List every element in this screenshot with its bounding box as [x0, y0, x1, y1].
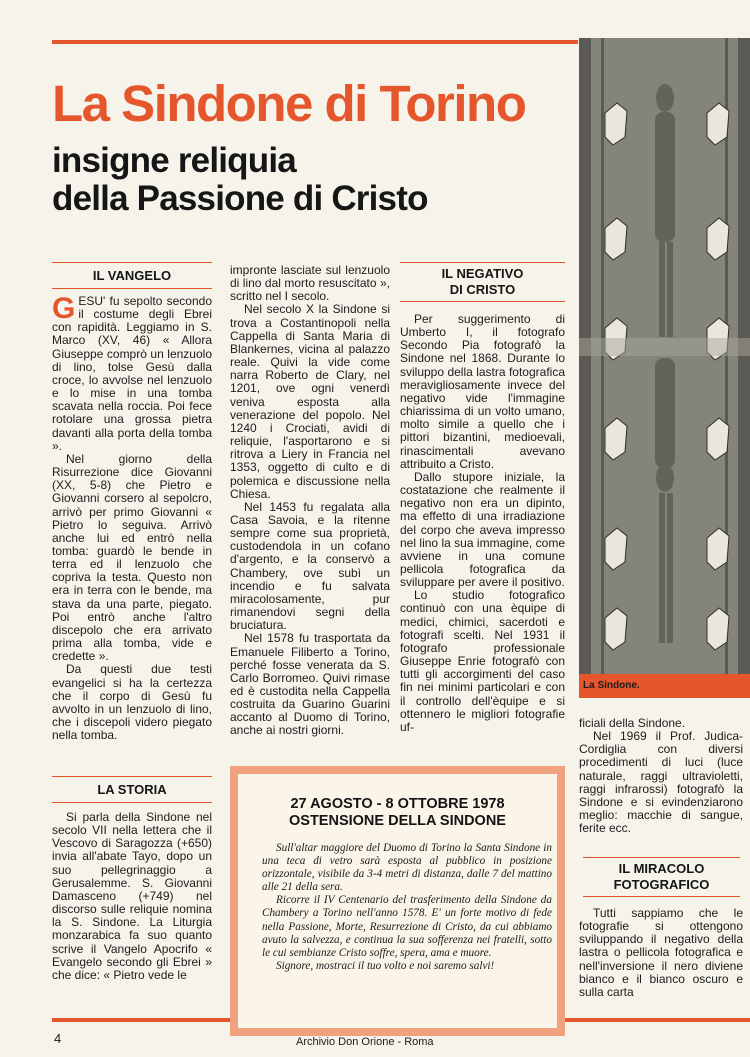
section-heading-negativo [400, 262, 565, 302]
box-paragraph-2: Ricorre il IV Centenario del trasferimento della Sindone da Chambery a Torino nell'anno 1578. E' un forte motivo di fede nella Passione, Morte, Resurrezione di Cristo, da cui abbiamo avuto la salvezza, e continua la sua sofferenza nei fratelli, sotto le cui sembianze Cristo soffre, spera, ama e muore. [262, 894, 552, 959]
col2-paragraph-1: impronte lasciate sul lenzuolo di lino dal morto resuscitato », scritto nel I secolo. [230, 263, 390, 304]
top-rule [52, 40, 578, 44]
negativo-paragraph-2: Dallo stupore iniziale, la costatazione che realmente il negativo non era un dipinto, ma effetto di una irradiazione del corpo che aveva impresso nel lino la sua immagine, come avviene in una comune pellicola fotografica da sviluppare per avere il positivo. [400, 469, 565, 590]
subtitle-line-1: insigne reliquia [52, 141, 296, 180]
page-number: 4 [54, 1031, 62, 1046]
miracolo-paragraph-1: Tutti sappiamo che le fotografie si ottengono sviluppando il negativo della lastra o pellicola fotografica e nell'inversione il nero diviene bianco e il bianco oscuro e sulla carta [579, 906, 743, 999]
heading-negativo-line-2: DI CRISTO [449, 282, 516, 297]
vangelo-paragraph-2: Nel giorno della Risurrezione dice Giovanni (XX, 5-8) che Pietro e Giovanni corsero al sepolcro, arrivò per primo Giovanni « Pietro lo seguiva. Arrivò anche lui ed entrò nella tomba: guardò le bende in terra ed il lenzuolo che copriva la testa. Questo non era in terra con le bende, ma stava da una parte, piegato. Poi entrò anche l'altro discepolo che era arrivato prima alla tomba, vide e credette ». [52, 451, 212, 664]
heading-vangelo-text: IL VANGELO [92, 268, 172, 283]
negativo-text [400, 313, 565, 734]
box-text [262, 842, 552, 973]
col2-paragraph-4: Nel 1578 fu trasportata da Emanuele Filiberto a Torino, perché fosse venerata da S. Carlo Borromeo. Quivi rimase ed è custodita nella Cappella costruita da Guarino Guarini accanto al Duomo di Torino, anche ai nostri giorni. [230, 631, 390, 738]
miracolo-text [579, 907, 743, 999]
page-subtitle [52, 142, 428, 218]
heading-negativo-line-1: IL NEGATIVO [441, 266, 524, 281]
col2-paragraph-2: Nel secolo X la Sindone si trova a Costantinopoli nella Cappella di Santa Maria di Blankernes, vicina al palazzo reale. Quivi la vide come narra Roberto de Clary, nel 1201, ove ogni venerdì veniva esposta alla venerazione del popolo. Nel 1240 i Crociati, avidi di reliquie, l'asportarono e si ritrova a Liery in Francia nel 1353, oggetto di culto e di polemica e discussione nella Chiesa. [230, 302, 390, 501]
col4-paragraph-2: Nel 1969 il Prof. Judica-Cordiglia con diversi procedimenti di luci (luce naturale, raggi ultravioletti, raggi infrarossi) fotografò la Sindone e si evindenziarono meglio: macchie di sangue, ferite ecc. [579, 729, 743, 836]
col2-paragraph-3: Nel 1453 fu regalata alla Casa Savoia, e la ritenne sempre come sua proprietà, custodendola in un cofano d'argento, e la conservò a Chambery, ove subì un incendio e fu salvata miracolosamente, pur rimanendovi segni della bruciatura. [230, 499, 390, 633]
vangelo-text [52, 292, 212, 743]
section-heading-vangelo [52, 262, 212, 289]
photo-caption: La Sindone. [579, 674, 750, 698]
section-heading-miracolo [583, 857, 740, 897]
subtitle-line-2: della Passione di Cristo [52, 178, 428, 218]
box-paragraph-1: Sull'altar maggiore del Duomo di Torino la Santa Sindone in una teca di vetro sarà esposta al pubblico in posizione orizzontale, visibile da 3-4 metri di distanza, dalle 7 del mattino alle 21 della sera. [262, 842, 552, 894]
column-2-text [230, 264, 390, 738]
drop-cap: G [52, 292, 76, 325]
vangelo-paragraph-1: ESU' fu sepolto secondo il costume degli Ebrei con rapidità. Leggiamo in S. Marco (XV, 46) « Allora Giuseppe comprò un lenzuolo di lino, tolse Gesù dalla croce, lo avvolse nel lenzuolo e lo mise in una tomba scavata nella roccia. Poi fece rotolare una grossa pietra davanti alla porta della tomba ». [52, 294, 212, 453]
storia-paragraph-1: Si parla della Sindone nel secolo VII nella lettera che il Vescovo di Saragozza (+650) invia all'abate Tayo, dopo un suo pellegrinaggio a Gerusalemme. S. Giovanni Damasceno (+749) nel discorso sulle reliquie nomina la S. Sindone. La Liturgia monzarabica fa suo quanto scrive il Vangelo Apocrifo « Evangelo secondo gli Ebrei » che dice: « Pietro vede le [52, 810, 212, 982]
archive-credit: Archivio Don Orione - Roma [296, 1036, 434, 1048]
storia-text [52, 811, 212, 982]
negativo-paragraph-1: Per suggerimento di Umberto I, il fotografo Secondo Pia fotografò la Sindone nel 1868. Durante lo sviluppo della lastra fotografica meravigliosamente invece del negativo vide l'immagine chiarissima di un volto umano, molto simile a quello che i pittori bizantini, medioevali, rinascimentali avevano attribuito a Cristo. [400, 312, 565, 471]
heading-miracolo-line-2: FOTOGRAFICO [613, 877, 710, 892]
box-heading-line-1: 27 AGOSTO - 8 OTTOBRE 1978 [290, 796, 505, 812]
column-4-text [579, 717, 743, 835]
heading-miracolo-line-1: IL MIRACOLO [618, 861, 705, 876]
shroud-image [579, 38, 750, 674]
page-title: La Sindone di Torino [52, 75, 526, 132]
shroud-photo [579, 38, 750, 674]
section-heading-storia [52, 776, 212, 803]
box-paragraph-3: Signore, mostraci il tuo volto e noi saremo salvi! [276, 959, 495, 972]
ostensione-box [230, 766, 565, 1036]
negativo-paragraph-3: Lo studio fotografico continuò con una èquipe di medici, chimici, sacerdoti e fotografi scelti. Nel 1931 il fotografo professionale Giuseppe Enrie fotografò con tutti gli accorgimenti del caso fin nei minimi particolari e con il controllo dell'èquipe e si ottennero le migliori fotografie uf- [400, 588, 565, 734]
col4-paragraph-1: ficiali della Sindone. [579, 716, 686, 730]
heading-storia-text: LA STORIA [97, 782, 167, 797]
vangelo-paragraph-3: Da questi due testi evangelici si ha la certezza che il corpo di Gesù fu avvolto in un lenzuolo di lino, che i discepoli videro piegato nella tomba. [52, 662, 212, 743]
box-heading-line-2: OSTENSIONE DELLA SINDONE [289, 813, 506, 829]
